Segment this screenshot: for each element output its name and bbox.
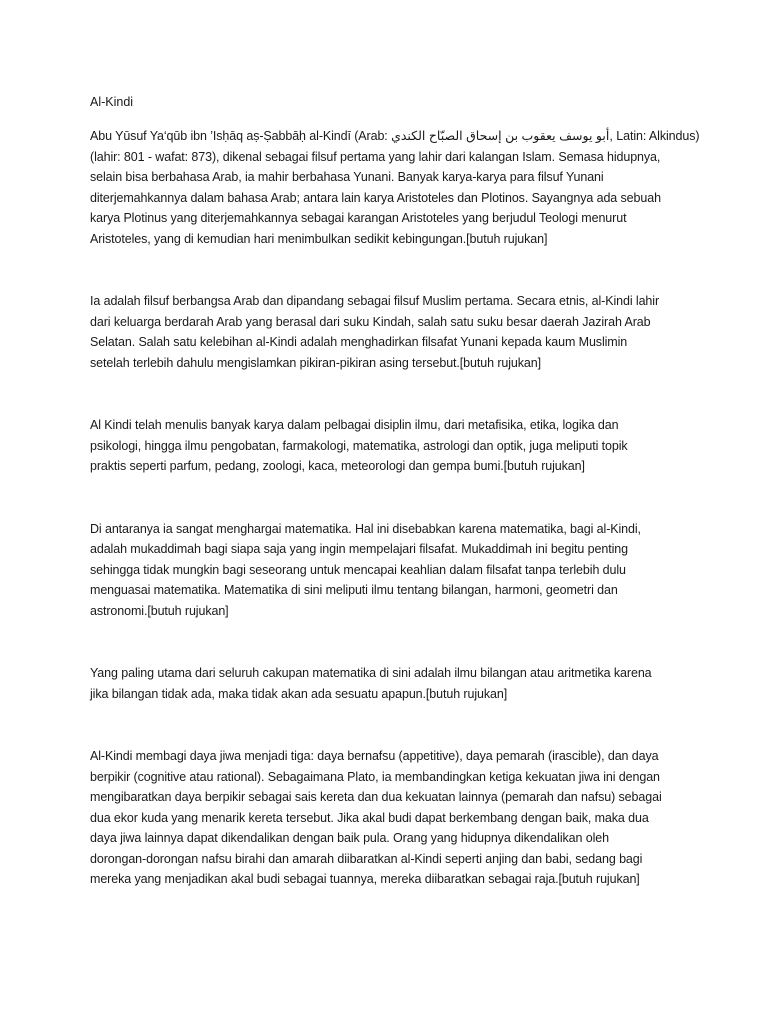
text-line: adalah mukaddimah bagi siapa saja yang ingin mempelajari filsafat. Mukaddimah ini begitu penting <box>90 542 628 556</box>
text-line: diterjemahkannya dalam bahasa Arab; antara lain karya Aristoteles dan Plotinos. Sayangnya ada sebuah <box>90 190 661 205</box>
text-line: sehingga tidak mungkin bagi seseorang untuk mencapai keahlian dalam filsafat tanpa terlebih dulu <box>90 562 626 577</box>
text-line: selain bisa berbahasa Arab, ia mahir berbahasa Yunani. Banyak karya-karya para filsuf Yunani <box>90 170 604 184</box>
paragraph-spacer <box>90 477 690 519</box>
text-line: mereka yang menjadikan akal budi sebagai tuannya, mereka diibaratkan sebagai raja.[butuh rujukan] <box>90 872 640 886</box>
text-line: astronomi.[butuh rujukan] <box>90 603 229 618</box>
text-line: Di antaranya ia sangat menghargai matematika. Hal ini disebabkan karena matematika, bagi al-Kindi, <box>90 521 641 536</box>
document-title: Al-Kindi <box>90 95 134 109</box>
text-line: karya Plotinus yang diterjemahkannya sebagai karangan Aristoteles yang berjudul Teologi menurut <box>90 211 627 225</box>
text-line: psikologi, hingga ilmu pengobatan, farmakologi, matematika, astrologi dan optik, juga meliputi topik <box>90 438 628 453</box>
text-line: dari keluarga berdarah Arab yang berasal dari suku Kindah, salah satu suku besar daerah Jazirah Arab <box>90 314 651 329</box>
text-line: menguasai matematika. Matematika di sini meliputi ilmu tentang bilangan, harmoni, geometri dan <box>90 583 618 597</box>
text-line: berpikir (cognitive atau rational). Sebagaimana Plato, ia membandingkan ketiga kekuatan jiwa ini dengan <box>90 769 660 784</box>
paragraph-origin <box>90 291 690 373</box>
text-line: daya jiwa lainnya dapat dikendalikan dengan baik pula. Orang yang hidupnya dikendalikan oleh <box>90 831 609 845</box>
text-line: praktis seperti parfum, pedang, zoologi, kaca, meteorologi dan gempa bumi.[butuh rujukan] <box>90 459 585 473</box>
paragraph-spacer <box>90 704 690 746</box>
text-line: Al-Kindi membagi daya jiwa menjadi tiga: daya bernafsu (appetitive), daya pemarah (irascible), dan daya <box>90 749 659 763</box>
text-line: mengibaratkan daya berpikir sebagai sais kereta dan dua kekuatan lainnya (pemarah dan nafsu) sebagai <box>90 790 662 804</box>
paragraph-soul <box>90 746 690 890</box>
text-line: Abu Yūsuf Ya‘qūb ibn ’Isḥāq aṣ-Ṣabbāḥ al-Kindī (Arab: أبو يوسف يعقوب بن إسحاق الصبّاح الكندي, Latin: Alkindus) <box>90 129 700 143</box>
text-line: jika bilangan tidak ada, maka tidak akan ada sesuatu apapun.[butuh rujukan] <box>90 686 508 701</box>
paragraph-mathematics <box>90 519 690 622</box>
text-line: Aristoteles, yang di kemudian hari menimbulkan sedikit kebingungan.[butuh rujukan] <box>90 231 548 246</box>
text-line: dua ekor kuda yang menarik kereta tersebut. Jika akal budi dapat berkembang dengan baik, maka dua <box>90 810 649 825</box>
text-line: Yang paling utama dari seluruh cakupan matematika di sini adalah ilmu bilangan atau aritmetika karena <box>90 666 652 680</box>
text-line: Al Kindi telah menulis banyak karya dalam pelbagai disiplin ilmu, dari metafisika, etika, logika dan <box>90 418 619 432</box>
paragraph-arithmetic <box>90 663 690 704</box>
text-line: setelah terlebih dahulu mengislamkan pikiran-pikiran asing tersebut.[butuh rujukan] <box>90 355 541 370</box>
text-line: Selatan. Salah satu kelebihan al-Kindi adalah menghadirkan filsafat Yunani kepada kaum Muslimin <box>90 335 628 349</box>
text-line: dorongan-dorongan nafsu birahi dan amarah diibaratkan al-Kindi seperti anjing dan babi, sedang bagi <box>90 851 643 866</box>
document-page <box>90 94 700 890</box>
paragraph-spacer <box>90 373 690 415</box>
paragraph-works <box>90 415 690 477</box>
text-line: (lahir: 801 - wafat: 873), dikenal sebagai filsuf pertama yang lahir dari kalangan Islam. Semasa hidupnya, <box>90 149 661 164</box>
paragraph-intro <box>90 126 700 249</box>
paragraph-spacer <box>90 621 690 663</box>
text-line: Ia adalah filsuf berbangsa Arab dan dipandang sebagai filsuf Muslim pertama. Secara etnis, al-Kindi lahir <box>90 294 660 308</box>
paragraph-spacer <box>90 249 690 291</box>
